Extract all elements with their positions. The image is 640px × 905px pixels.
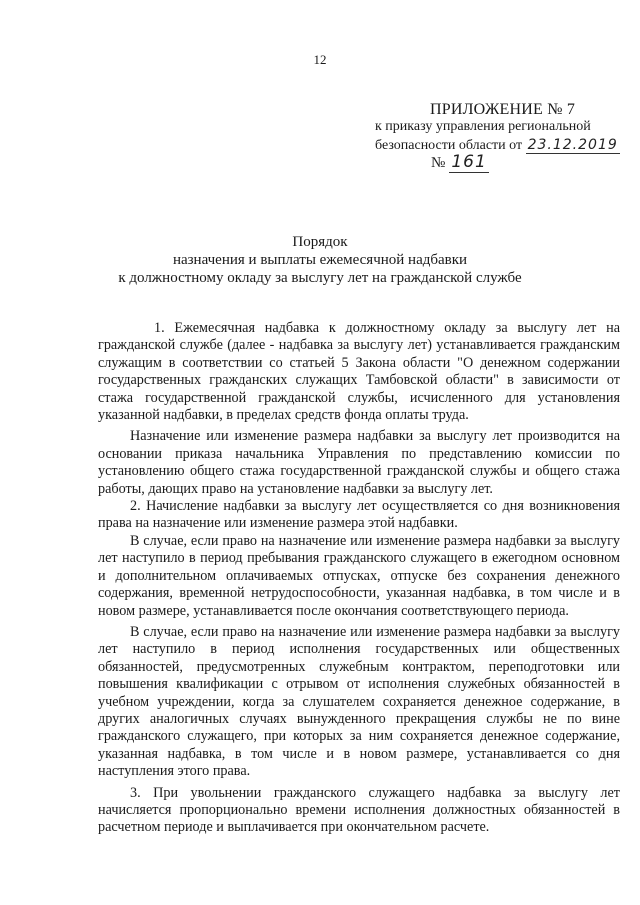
paragraph: 1. Ежемесячная надбавка к должностному окладу за выслугу лет на гражданской службе (далее - надбавка за выслугу лет) устанавливается гражданским служащим в соответствии со статьей 5 Закона области "О денежном содержании государственных гражданских служащих Тамбовской области" в зависимости от стажа государственной гражданской службы, исчисленного для установления указанной надбавки, в пределах средств фонда оплаты труда. (98, 320, 620, 424)
handwritten-number: 161 (451, 152, 487, 172)
paragraph: В случае, если право на назначение или изменение размера надбавки за выслугу лет наступило в период исполнения государственных или общественных обязанностей, предусмотренных служебным контрактом, переподготовки или повышения квалификации с отрывом от исполнения служебных обязанностей в учебном учреждении, когда за слушателем сохраняется денежное содержание, в других аналогичных случаях вынужденного прекращения службы не по вине гражданского служащего, при которых за ним сохраняется денежное содержание, указанная надбавка, в том числе и в новом размере, устанавливается со дня наступления этого права. (98, 623, 620, 780)
title-line-3: к должностному окладу за выслугу лет на гражданской службе (118, 270, 522, 286)
paragraph: 3. При увольнении гражданского служащего надбавка за выслугу лет начисляется пропорционально времени исполнения должностных обязанностей в расчетном периоде и выплачивается при окончательном расчете. (98, 784, 620, 836)
document-title (0, 233, 640, 287)
appendix-order-reference: к приказу управления региональной (375, 119, 591, 134)
document-body (98, 320, 620, 837)
title-line-2: назначения и выплаты ежемесячной надбавки (172, 252, 468, 268)
number-sign: № (431, 155, 446, 171)
page-number: 12 (313, 52, 327, 67)
paragraph: В случае, если право на назначение или изменение размера надбавки за выслугу лет наступило в период пребывания гражданского служащего в ежегодном основном и дополнительном оплачиваемых отпусках, отпуске без сохранения денежного содержания, временной нетрудоспособности, указанная надбавка, в том числе и в новом размере, устанавливается после окончания соответствующего периода. (98, 532, 620, 619)
appendix-title: ПРИЛОЖЕНИЕ № 7 (430, 101, 576, 118)
appendix-number-line (431, 152, 489, 172)
appendix-date-prefix: безопасности области от (375, 138, 523, 153)
handwritten-date: 23.12.2019 (527, 137, 618, 153)
paragraph: 2. Начисление надбавки за выслугу лет осуществляется со дня возникновения права на назначение или изменение размера этой надбавки. (98, 498, 620, 532)
title-line-1: Порядок (292, 234, 348, 250)
appendix-date-line (375, 137, 620, 154)
paragraph: Назначение или изменение размера надбавки за выслугу лет производится на основании приказа начальника Управления по представлению комиссии по установлению общего стажа государственной гражданской службы и общего стажа работы, дающих право на установление надбавки за выслугу лет. (98, 428, 620, 497)
